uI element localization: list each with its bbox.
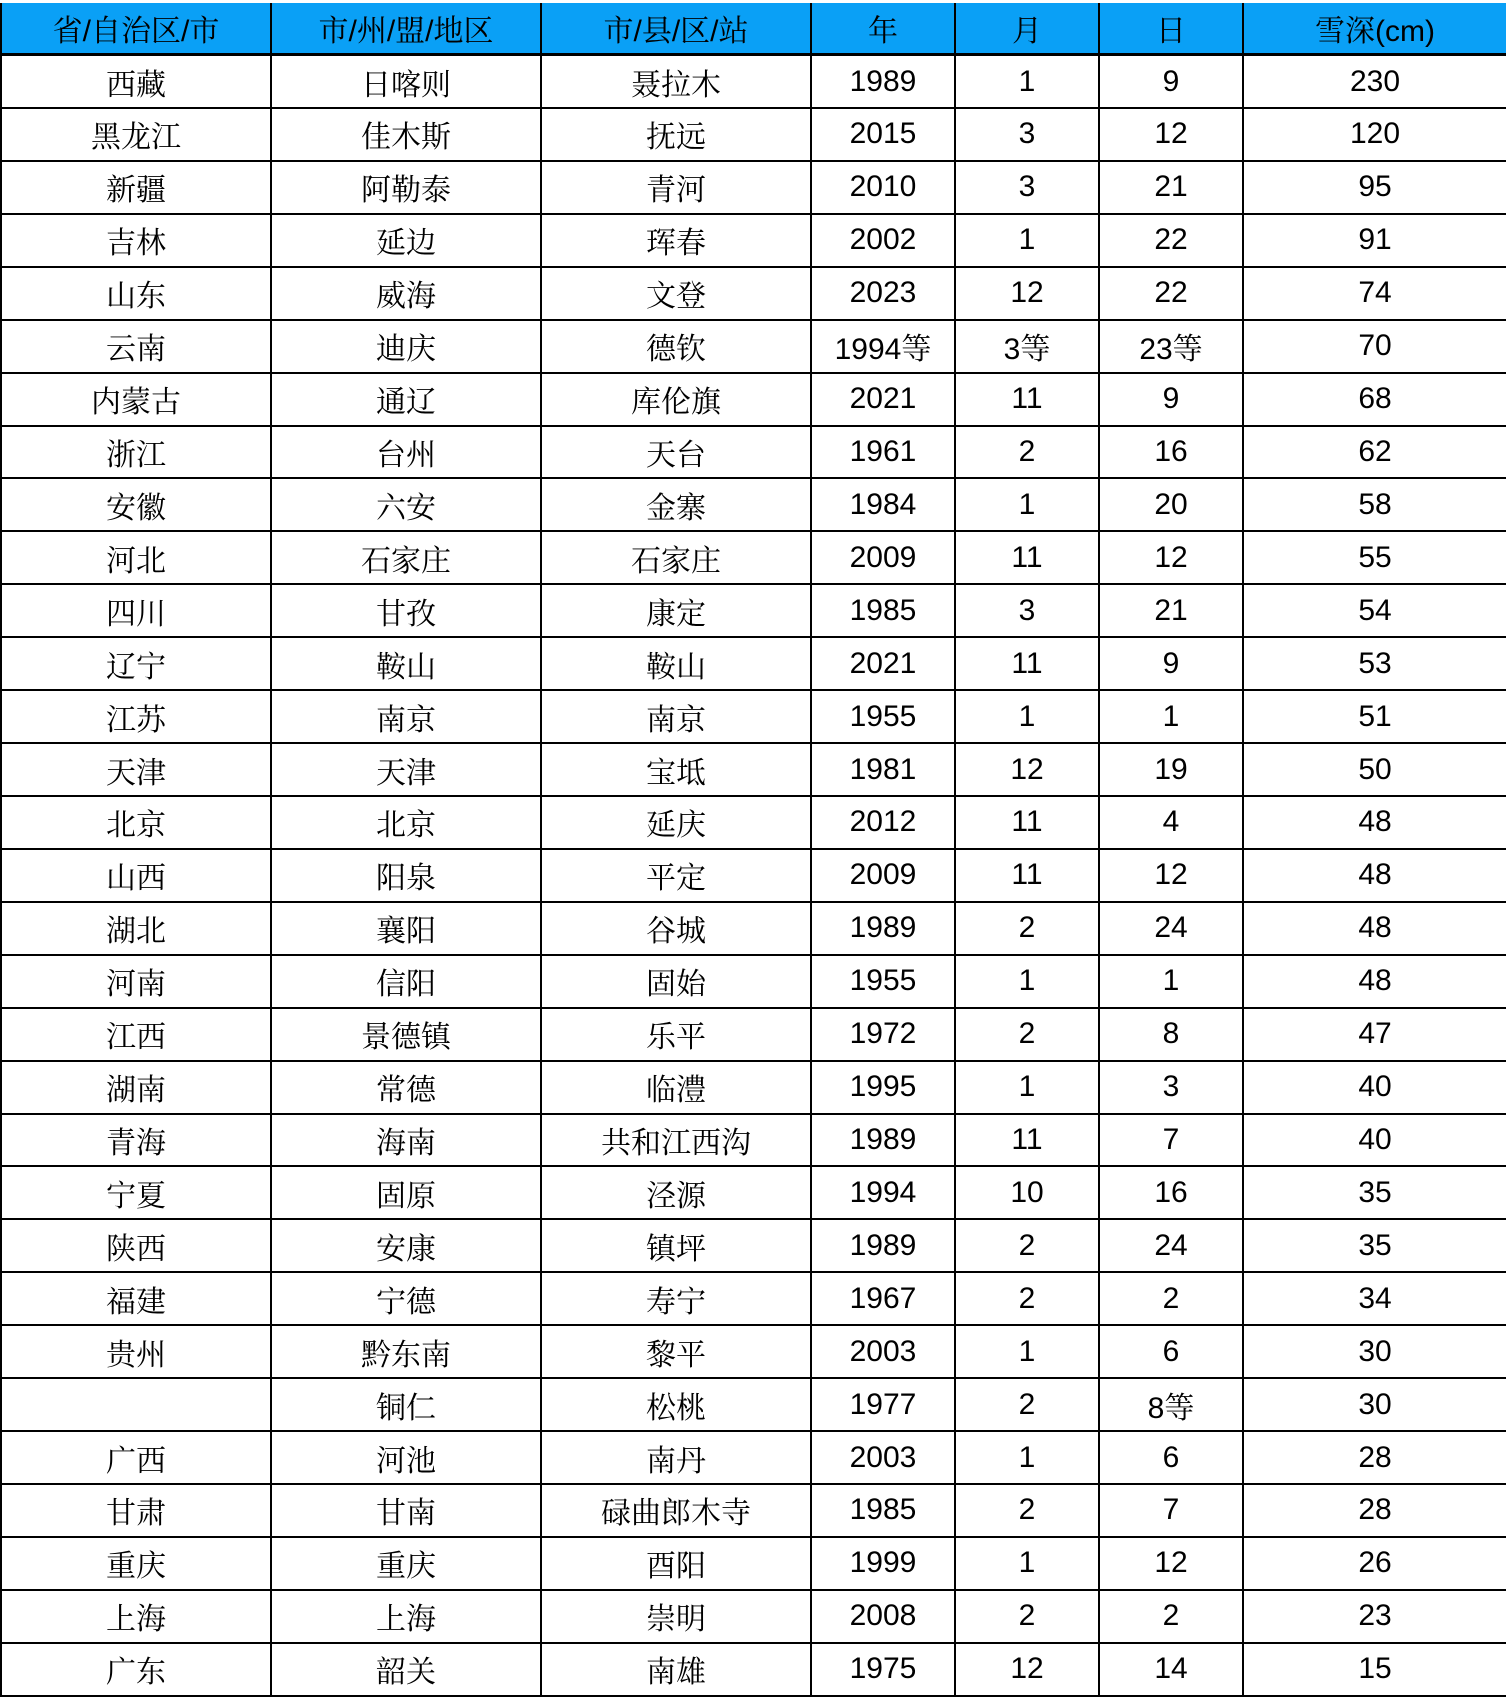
cell-province: 浙江 [1,426,271,479]
cell-station: 石家庄 [541,531,811,584]
cell-month: 2 [955,1378,1099,1431]
table-row [1,55,1506,109]
cell-day: 20 [1099,478,1243,531]
cell-day: 21 [1099,161,1243,214]
cell-province [1,1378,271,1431]
table-row [1,637,1506,690]
cell-depth: 28 [1243,1484,1506,1537]
cell-day: 12 [1099,531,1243,584]
table-row [1,796,1506,849]
cell-province: 广东 [1,1643,271,1696]
cell-month: 1 [955,478,1099,531]
cell-province: 青海 [1,1114,271,1167]
cell-depth: 26 [1243,1537,1506,1590]
cell-prefecture: 阿勒泰 [271,161,541,214]
cell-year: 2008 [811,1590,955,1643]
cell-prefecture: 台州 [271,426,541,479]
cell-station: 黎平 [541,1325,811,1378]
cell-day: 6 [1099,1325,1243,1378]
cell-year: 2021 [811,373,955,426]
cell-depth: 15 [1243,1643,1506,1696]
cell-depth: 35 [1243,1219,1506,1272]
cell-day: 6 [1099,1431,1243,1484]
cell-station: 南丹 [541,1431,811,1484]
table-row [1,1166,1506,1219]
cell-prefecture: 南京 [271,690,541,743]
cell-prefecture: 北京 [271,796,541,849]
cell-depth: 54 [1243,584,1506,637]
cell-day: 22 [1099,267,1243,320]
header-row [1,3,1506,55]
cell-prefecture: 固原 [271,1166,541,1219]
cell-station: 酉阳 [541,1537,811,1590]
cell-year: 1975 [811,1643,955,1696]
cell-province: 安徽 [1,478,271,531]
table-row [1,1590,1506,1643]
cell-month: 2 [955,1272,1099,1325]
cell-month: 2 [955,1484,1099,1537]
cell-depth: 70 [1243,320,1506,373]
cell-month: 11 [955,531,1099,584]
cell-province: 湖南 [1,1061,271,1114]
table-row [1,743,1506,796]
cell-year: 2012 [811,796,955,849]
cell-prefecture: 黔东南 [271,1325,541,1378]
table-row [1,1272,1506,1325]
cell-depth: 48 [1243,796,1506,849]
cell-month: 1 [955,1537,1099,1590]
cell-year: 1985 [811,1484,955,1537]
cell-prefecture: 石家庄 [271,531,541,584]
cell-month: 11 [955,637,1099,690]
snow-depth-table [0,3,1506,1697]
cell-depth: 34 [1243,1272,1506,1325]
table-row [1,1325,1506,1378]
cell-prefecture: 六安 [271,478,541,531]
table-row [1,1484,1506,1537]
table-row [1,320,1506,373]
col-header-station: 市/县/区/站 [541,3,811,55]
cell-day: 24 [1099,902,1243,955]
cell-day: 21 [1099,584,1243,637]
cell-day: 7 [1099,1484,1243,1537]
cell-province: 北京 [1,796,271,849]
cell-prefecture: 延边 [271,214,541,267]
table-row [1,1378,1506,1431]
cell-depth: 68 [1243,373,1506,426]
cell-province: 四川 [1,584,271,637]
cell-year: 2023 [811,267,955,320]
table-row [1,690,1506,743]
cell-station: 松桃 [541,1378,811,1431]
cell-station: 临澧 [541,1061,811,1114]
cell-station: 碌曲郎木寺 [541,1484,811,1537]
table-row [1,955,1506,1008]
cell-year: 2010 [811,161,955,214]
cell-prefecture: 鞍山 [271,637,541,690]
cell-depth: 30 [1243,1378,1506,1431]
cell-prefecture: 景德镇 [271,1008,541,1061]
cell-month: 3 [955,584,1099,637]
cell-month: 11 [955,1114,1099,1167]
cell-station: 平定 [541,849,811,902]
cell-month: 1 [955,1061,1099,1114]
table-row [1,1537,1506,1590]
cell-day: 9 [1099,55,1243,109]
cell-day: 8等 [1099,1378,1243,1431]
cell-station: 谷城 [541,902,811,955]
cell-province: 辽宁 [1,637,271,690]
cell-month: 3等 [955,320,1099,373]
cell-month: 2 [955,1590,1099,1643]
cell-month: 1 [955,214,1099,267]
table-row [1,267,1506,320]
table-row [1,373,1506,426]
cell-day: 8 [1099,1008,1243,1061]
cell-station: 德钦 [541,320,811,373]
cell-station: 延庆 [541,796,811,849]
cell-year: 1994等 [811,320,955,373]
cell-month: 1 [955,1325,1099,1378]
cell-prefecture: 信阳 [271,955,541,1008]
cell-year: 1972 [811,1008,955,1061]
table-row [1,1008,1506,1061]
col-header-month: 月 [955,3,1099,55]
cell-month: 11 [955,849,1099,902]
table-row [1,1114,1506,1167]
table-row [1,1219,1506,1272]
cell-prefecture: 河池 [271,1431,541,1484]
cell-depth: 35 [1243,1166,1506,1219]
cell-depth: 51 [1243,690,1506,743]
cell-year: 1967 [811,1272,955,1325]
cell-year: 1999 [811,1537,955,1590]
cell-station: 固始 [541,955,811,1008]
cell-station: 天台 [541,426,811,479]
cell-prefecture: 韶关 [271,1643,541,1696]
cell-year: 2015 [811,108,955,161]
cell-province: 河北 [1,531,271,584]
cell-day: 4 [1099,796,1243,849]
cell-month: 2 [955,426,1099,479]
cell-province: 天津 [1,743,271,796]
cell-station: 崇明 [541,1590,811,1643]
cell-day: 1 [1099,955,1243,1008]
cell-depth: 48 [1243,849,1506,902]
cell-prefecture: 襄阳 [271,902,541,955]
cell-month: 2 [955,1008,1099,1061]
cell-province: 内蒙古 [1,373,271,426]
cell-month: 3 [955,108,1099,161]
table-row [1,902,1506,955]
cell-station: 康定 [541,584,811,637]
cell-month: 12 [955,267,1099,320]
cell-province: 黑龙江 [1,108,271,161]
cell-depth: 47 [1243,1008,1506,1061]
cell-month: 10 [955,1166,1099,1219]
cell-year: 1961 [811,426,955,479]
cell-station: 镇坪 [541,1219,811,1272]
cell-prefecture: 甘孜 [271,584,541,637]
cell-province: 江西 [1,1008,271,1061]
cell-station: 乐平 [541,1008,811,1061]
cell-prefecture: 常德 [271,1061,541,1114]
cell-year: 1995 [811,1061,955,1114]
cell-day: 12 [1099,108,1243,161]
cell-depth: 62 [1243,426,1506,479]
cell-station: 南京 [541,690,811,743]
cell-province: 贵州 [1,1325,271,1378]
col-header-snow-depth: 雪深(cm) [1243,3,1506,55]
cell-year: 2003 [811,1325,955,1378]
cell-depth: 48 [1243,955,1506,1008]
cell-month: 11 [955,373,1099,426]
col-header-year: 年 [811,3,955,55]
cell-month: 1 [955,690,1099,743]
cell-prefecture: 迪庆 [271,320,541,373]
table-row [1,1061,1506,1114]
cell-year: 2009 [811,531,955,584]
cell-station: 聂拉木 [541,55,811,109]
cell-depth: 40 [1243,1061,1506,1114]
cell-depth: 23 [1243,1590,1506,1643]
cell-prefecture: 通辽 [271,373,541,426]
table-row [1,426,1506,479]
cell-day: 23等 [1099,320,1243,373]
cell-prefecture: 日喀则 [271,55,541,109]
cell-province: 湖北 [1,902,271,955]
cell-station: 文登 [541,267,811,320]
cell-day: 24 [1099,1219,1243,1272]
cell-depth: 48 [1243,902,1506,955]
cell-day: 9 [1099,637,1243,690]
col-header-day: 日 [1099,3,1243,55]
cell-year: 1955 [811,955,955,1008]
cell-prefecture: 阳泉 [271,849,541,902]
cell-station: 宝坻 [541,743,811,796]
cell-day: 12 [1099,1537,1243,1590]
cell-day: 12 [1099,849,1243,902]
cell-month: 1 [955,955,1099,1008]
cell-station: 鞍山 [541,637,811,690]
cell-province: 西藏 [1,55,271,109]
cell-month: 1 [955,1431,1099,1484]
cell-province: 宁夏 [1,1166,271,1219]
cell-year: 1985 [811,584,955,637]
cell-month: 1 [955,55,1099,109]
cell-depth: 50 [1243,743,1506,796]
cell-year: 1981 [811,743,955,796]
cell-day: 7 [1099,1114,1243,1167]
cell-station: 泾源 [541,1166,811,1219]
cell-prefecture: 宁德 [271,1272,541,1325]
cell-station: 南雄 [541,1643,811,1696]
cell-province: 山西 [1,849,271,902]
cell-year: 1955 [811,690,955,743]
cell-year: 2021 [811,637,955,690]
table-row [1,849,1506,902]
table-row [1,531,1506,584]
cell-prefecture: 天津 [271,743,541,796]
col-header-prefecture: 市/州/盟/地区 [271,3,541,55]
cell-day: 22 [1099,214,1243,267]
cell-station: 寿宁 [541,1272,811,1325]
cell-province: 新疆 [1,161,271,214]
cell-year: 1994 [811,1166,955,1219]
cell-depth: 28 [1243,1431,1506,1484]
cell-prefecture: 威海 [271,267,541,320]
table-row [1,478,1506,531]
cell-year: 1984 [811,478,955,531]
cell-province: 重庆 [1,1537,271,1590]
cell-day: 3 [1099,1061,1243,1114]
cell-station: 库伦旗 [541,373,811,426]
cell-day: 19 [1099,743,1243,796]
cell-year: 1977 [811,1378,955,1431]
cell-day: 16 [1099,426,1243,479]
cell-depth: 74 [1243,267,1506,320]
cell-year: 1989 [811,55,955,109]
cell-month: 2 [955,902,1099,955]
table-row [1,584,1506,637]
cell-depth: 30 [1243,1325,1506,1378]
cell-day: 1 [1099,690,1243,743]
snow-depth-table-container [0,3,1506,1697]
cell-province: 云南 [1,320,271,373]
cell-depth: 95 [1243,161,1506,214]
cell-prefecture: 佳木斯 [271,108,541,161]
cell-month: 3 [955,161,1099,214]
cell-day: 2 [1099,1272,1243,1325]
cell-day: 16 [1099,1166,1243,1219]
cell-prefecture: 铜仁 [271,1378,541,1431]
cell-depth: 55 [1243,531,1506,584]
cell-depth: 40 [1243,1114,1506,1167]
cell-depth: 58 [1243,478,1506,531]
cell-year: 1989 [811,1219,955,1272]
cell-province: 甘肃 [1,1484,271,1537]
cell-station: 珲春 [541,214,811,267]
cell-year: 1989 [811,902,955,955]
col-header-province: 省/自治区/市 [1,3,271,55]
table-row [1,1643,1506,1696]
cell-province: 陕西 [1,1219,271,1272]
cell-year: 2009 [811,849,955,902]
cell-year: 2002 [811,214,955,267]
cell-prefecture: 海南 [271,1114,541,1167]
table-row [1,1431,1506,1484]
cell-year: 2003 [811,1431,955,1484]
cell-station: 金寨 [541,478,811,531]
cell-province: 吉林 [1,214,271,267]
cell-day: 9 [1099,373,1243,426]
cell-station: 抚远 [541,108,811,161]
cell-province: 福建 [1,1272,271,1325]
cell-depth: 53 [1243,637,1506,690]
cell-day: 14 [1099,1643,1243,1696]
cell-month: 12 [955,743,1099,796]
cell-station: 青河 [541,161,811,214]
cell-prefecture: 重庆 [271,1537,541,1590]
cell-province: 广西 [1,1431,271,1484]
cell-province: 河南 [1,955,271,1008]
cell-day: 2 [1099,1590,1243,1643]
cell-month: 2 [955,1219,1099,1272]
cell-prefecture: 上海 [271,1590,541,1643]
cell-province: 上海 [1,1590,271,1643]
table-row [1,214,1506,267]
cell-depth: 91 [1243,214,1506,267]
cell-month: 11 [955,796,1099,849]
table-row [1,161,1506,214]
cell-month: 12 [955,1643,1099,1696]
cell-province: 山东 [1,267,271,320]
cell-year: 1989 [811,1114,955,1167]
table-row [1,108,1506,161]
cell-depth: 120 [1243,108,1506,161]
cell-province: 江苏 [1,690,271,743]
cell-prefecture: 甘南 [271,1484,541,1537]
cell-station: 共和江西沟 [541,1114,811,1167]
cell-depth: 230 [1243,55,1506,109]
cell-prefecture: 安康 [271,1219,541,1272]
